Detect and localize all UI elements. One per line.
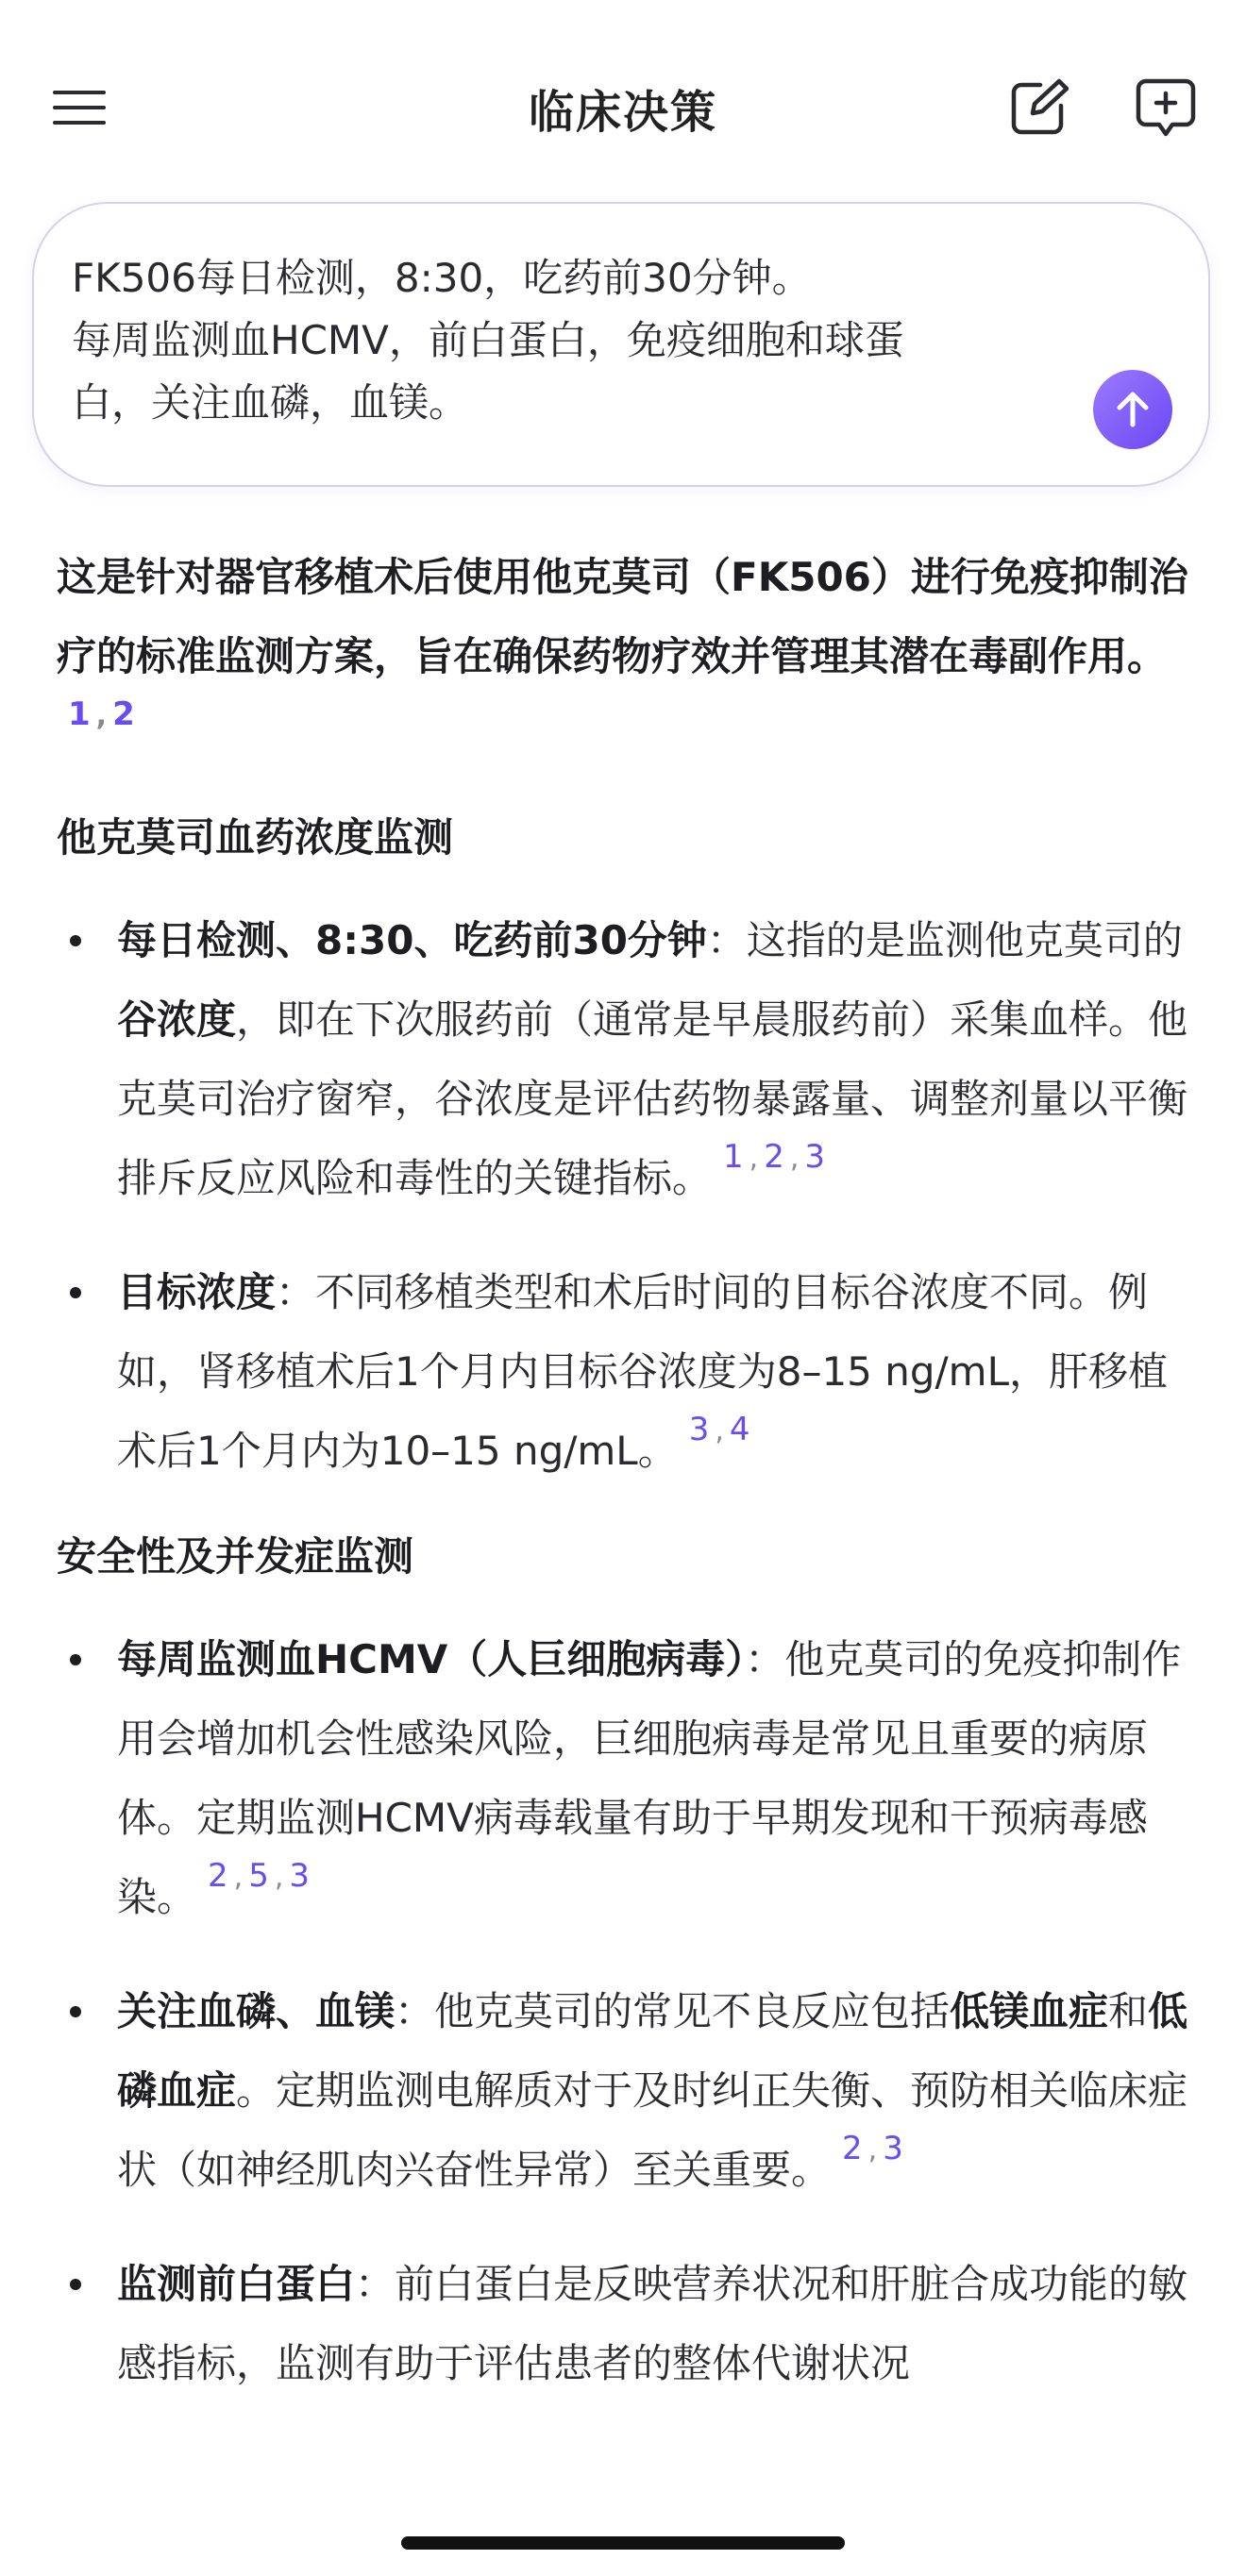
home-indicator[interactable] xyxy=(401,2536,845,2550)
bullet-text: ，即在下次服药前（通常是早晨服药前）采集血样。他克莫司治疗窗窄，谷浓度是评估药物暴露量、调整剂量以平衡排斥反应风险和毒性的关键指标。 xyxy=(117,996,1188,1201)
citation-group: 3 , 4 xyxy=(688,1411,750,1448)
intro-paragraph xyxy=(57,538,1189,780)
bullet-emphasis: 低镁血症 xyxy=(950,1988,1109,2034)
new-chat-icon[interactable] xyxy=(1135,77,1197,138)
edit-icon[interactable] xyxy=(1008,77,1069,138)
bullet-emphasis: 低磷血症 xyxy=(117,1988,1188,2114)
bullet-title: 目标浓度 xyxy=(117,1269,277,1315)
bullet-title: 监测前白蛋白 xyxy=(117,2261,356,2307)
list-item xyxy=(57,1972,1189,2215)
list-item xyxy=(57,901,1189,1223)
citation-link[interactable]: 3 xyxy=(289,1857,311,1895)
bullet-emphasis: 谷浓度 xyxy=(117,996,237,1043)
bullet-text: ：前白蛋白是反映营养状况和肝脏合成功能的敏感指标，监测有助于评估患者的整体代谢状况 xyxy=(117,2261,1188,2386)
citation-link[interactable]: 4 xyxy=(729,1411,750,1448)
citation-link[interactable]: 3 xyxy=(804,1138,826,1176)
message-input-text[interactable]: FK506每日检测，8:30，吃药前30分钟。 每周监测血HCMV，前白蛋白，免疫细胞和球蛋 白，关注血磷，血镁。 xyxy=(72,255,904,426)
citation-group: 2 , 5 , 3 xyxy=(208,1857,311,1895)
citation-link[interactable]: 2 xyxy=(764,1138,784,1176)
bullet-text: 和 xyxy=(1108,1988,1149,2034)
section-heading-concentration: 他克莫司血药浓度监测 xyxy=(57,814,454,861)
bullet-text: ：这指的是监测他克莫司的 xyxy=(706,917,1183,963)
bullet-title: 每周监测血HCMV（人巨细胞病毒） xyxy=(117,1636,746,1682)
bullet-text: ：他克莫司的常见不良反应包括 xyxy=(395,1988,951,2034)
page-title: 临床决策 xyxy=(528,86,717,139)
citation-link[interactable]: 5 xyxy=(248,1857,269,1895)
citation-group: 1 , 2 xyxy=(68,695,135,733)
citation-link[interactable]: 3 xyxy=(688,1411,710,1448)
send-button[interactable] xyxy=(1093,370,1172,449)
citation-link[interactable]: 3 xyxy=(883,2130,903,2167)
citation-link[interactable]: 2 xyxy=(208,1857,228,1895)
bullet-text: 。定期监测电解质对于及时纠正失衡、预防相关临床症状（如神经肌肉兴奋性异常）至关重要。 xyxy=(117,2067,1188,2193)
citation-link[interactable]: 1 xyxy=(68,695,91,733)
bullet-text: ：他克莫司的免疫抑制作用会增加机会性感染风险，巨细胞病毒是常见且重要的病原体。定期监测HCMV病毒载量有助于早期发现和干预病毒感染。 xyxy=(117,1636,1182,1920)
bullet-title: 每日检测、8:30、吃药前30分钟 xyxy=(117,917,707,963)
arrow-up-icon xyxy=(1110,387,1155,432)
list-item xyxy=(57,1620,1189,1942)
answer-content xyxy=(57,538,1189,2403)
citation-group: 1 , 2 , 3 xyxy=(723,1138,826,1176)
list-item xyxy=(57,2245,1189,2403)
bullet-title: 关注血磷、血镁 xyxy=(117,1988,396,2034)
section-heading-safety: 安全性及并发症监测 xyxy=(57,1533,414,1580)
intro-text: 这是针对器官移植术后使用他克莫司（FK506）进行免疫抑制治疗的标准监测方案，旨在确保药物疗效并管理其潜在毒副作用。 xyxy=(57,554,1188,679)
citation-group: 2 , 3 xyxy=(842,2130,903,2167)
citation-link[interactable]: 2 xyxy=(842,2130,863,2167)
citation-link[interactable]: 1 xyxy=(723,1138,744,1176)
bullet-text: ：不同移植类型和术后时间的目标谷浓度不同。例如，肾移植术后1个月内目标谷浓度为8–15 ng/mL，肝移植术后1个月内为10–15 ng/mL。 xyxy=(117,1269,1168,1474)
bottom-fade xyxy=(0,2472,1246,2576)
citation-link[interactable]: 2 xyxy=(112,695,135,733)
list-item xyxy=(57,1253,1189,1496)
app-header xyxy=(0,0,1246,217)
